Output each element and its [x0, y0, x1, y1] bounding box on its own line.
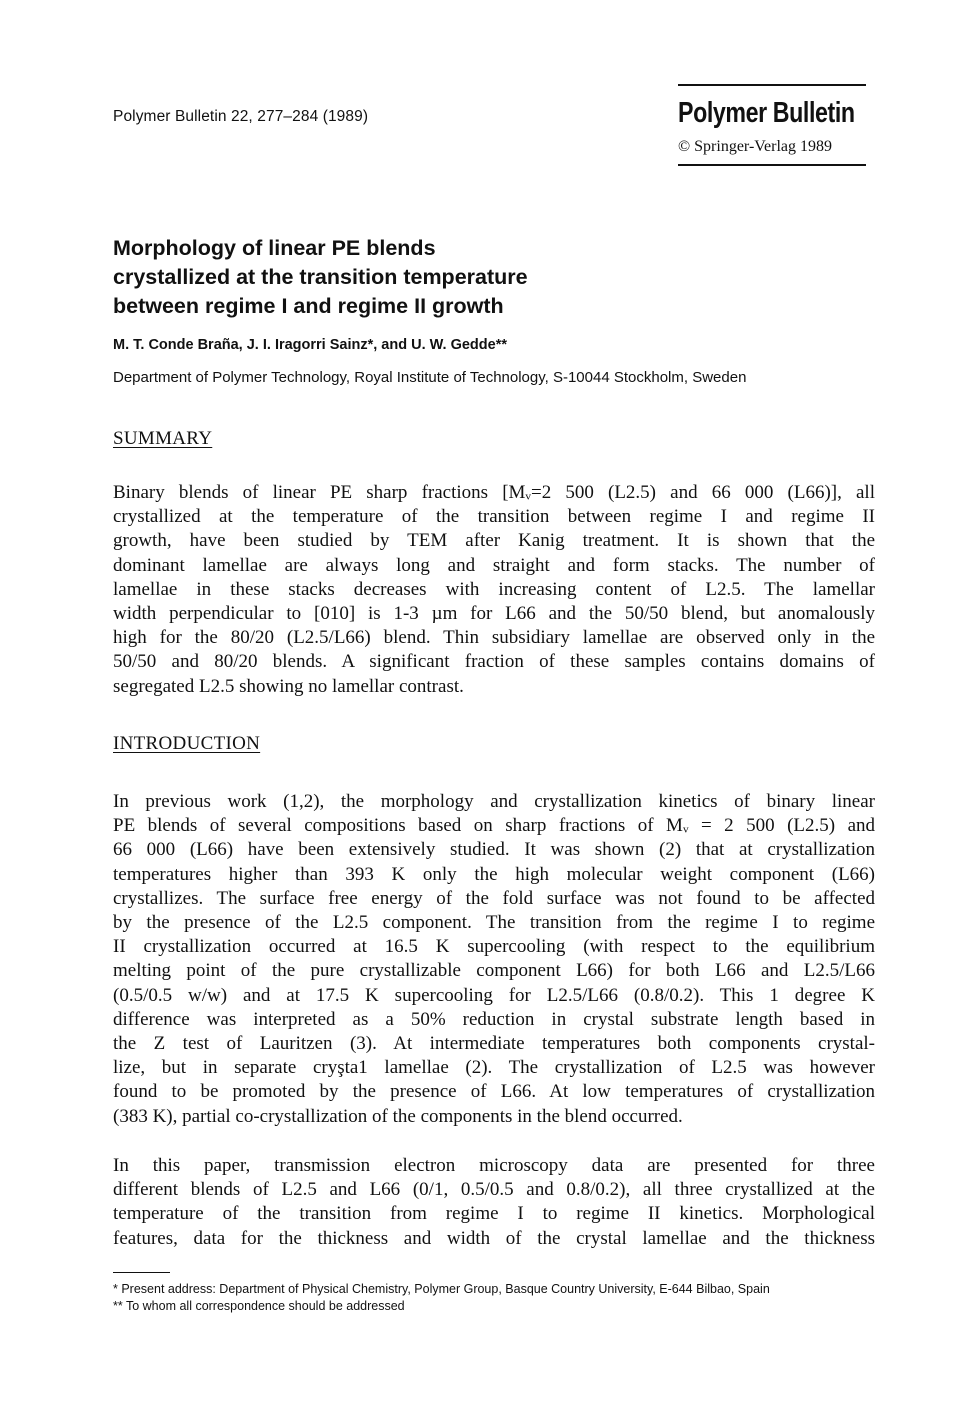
text-line: by the presence of the L2.5 component. The transition from the regime I to regime [113, 912, 875, 934]
text-line: II crystallization occurred at 16.5 K supercooling (with respect to the equilibrium [113, 936, 875, 958]
footnote-divider [113, 1272, 170, 1273]
author-list: M. T. Conde Braña, J. I. Iragorri Sainz*, and U. W. Gedde** [113, 337, 507, 353]
text-line: different blends of L2.5 and L66 (0/1, 0.5/0.5 and 0.8/0.2), all three crystallized at the [113, 1179, 875, 1201]
citation-line: Polymer Bulletin 22, 277–284 (1989) [113, 108, 369, 125]
footnotes [113, 1281, 770, 1315]
text-line: crystallizes. The surface free energy of the fold surface was not found to be affected [113, 887, 875, 909]
text-line: high for the 80/20 (L2.5/L66) blend. Thin subsidiary lamellae are observed only in the [113, 627, 875, 649]
journal-name: Polymer Bulletin [678, 97, 855, 129]
article-title [113, 234, 673, 321]
summary-paragraph [113, 481, 875, 699]
footnote: ** To whom all correspondence should be addressed [113, 1299, 405, 1313]
text-line: 66 000 (L66) have been extensively studied. It was shown (2) that at crystallization [113, 839, 875, 861]
text-line: width perpendicular to [010] is 1-3 µm for L66 and the 50/50 blend, but anomalously [113, 603, 875, 625]
affiliation: Department of Polymer Technology, Royal Institute of Technology, S-10044 Stockholm, Sweden [113, 369, 747, 386]
text-line: dominant lamellae are always long and straight and form stacks. The number of [113, 554, 875, 576]
text-line: In previous work (1,2), the morphology and crystallization kinetics of binary linear [113, 791, 875, 812]
text-line: segregated L2.5 showing no lamellar contrast. [113, 675, 464, 697]
text-line: PE blends of several compositions based on sharp fractions of Mᵥ = 2 500 (L2.5) and [113, 815, 875, 837]
title-line: Morphology of linear PE blends [113, 236, 436, 260]
text-line: temperature of the transition from regime I to regime II kinetics. Morphological [113, 1203, 875, 1225]
introduction-paragraph-2 [113, 1154, 875, 1251]
introduction-heading: INTRODUCTION [113, 733, 261, 754]
text-line: Binary blends of linear PE sharp fractions [Mᵥ=2 500 (L2.5) and 66 000 (L66)], all [113, 482, 875, 503]
journal-masthead [678, 84, 866, 166]
summary-heading: SUMMARY [113, 428, 213, 449]
text-line: features, data for the thickness and width of the crystal lamellae and the thickness [113, 1227, 875, 1249]
text-line: (0.5/0.5 w/w) and at 17.5 K supercooling for L2.5/L66 (0.8/0.2). This 1 degree K [113, 984, 875, 1006]
copyright-line: © Springer-Verlag 1989 [678, 138, 833, 155]
text-line: (383 K), partial co-crystallization of the components in the blend occurred. [113, 1105, 683, 1127]
footnote: * Present address: Department of Physical Chemistry, Polymer Group, Basque Country University, E-644 Bilbao, Spain [113, 1282, 770, 1296]
text-line: In this paper, transmission electron microscopy data are presented for three [113, 1155, 875, 1176]
text-line: crystallized at the temperature of the transition between regime I and regime II [113, 506, 875, 528]
text-line: 50/50 and 80/20 blends. A significant fraction of these samples contains domains of [113, 651, 875, 673]
title-line: crystallized at the transition temperature [113, 265, 528, 289]
title-line: between regime I and regime II growth [113, 294, 504, 318]
text-line: found to be promoted by the presence of L66. At low temperatures of crystallization [113, 1081, 875, 1103]
text-line: the Z test of Lauritzen (3). At intermediate temperatures both components crystal- [113, 1033, 875, 1055]
text-line: melting point of the pure crystallizable component L66) for both L66 and L2.5/L66 [113, 960, 875, 982]
text-line: temperatures higher than 393 K only the high molecular weight component (L66) [113, 863, 875, 885]
introduction-paragraph-1 [113, 790, 875, 1129]
text-line: lamellae in these stacks decreases with increasing content of L2.5. The lamellar [113, 578, 875, 600]
text-line: difference was interpreted as a 50% reduction in crystal substrate length based in [113, 1008, 875, 1030]
text-line: growth, have been studied by TEM after Kanig treatment. It is shown that the [113, 530, 875, 552]
text-line: lize, but in separate cryşta1 lamellae (2). The crystallization of L2.5 was however [113, 1057, 875, 1079]
